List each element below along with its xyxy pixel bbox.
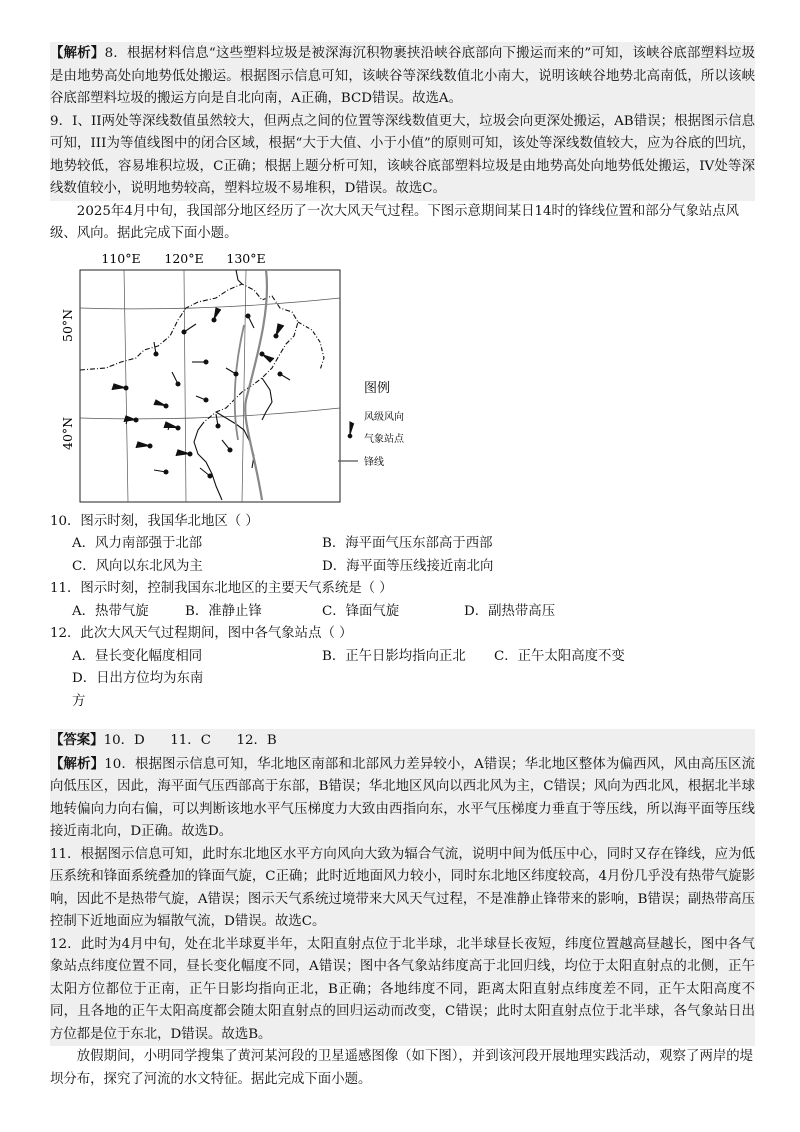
options-row [50,533,755,556]
answer-line [50,729,755,753]
analysis-q10 [50,753,755,844]
option-b: B．准静止锋 [185,603,262,619]
lon-label-110: 110°E [101,250,141,266]
question-stem: 12．此次大风天气过程期间，图中各气象站点（ ） [50,626,353,641]
legend-station-line1: 风级风向 [364,411,404,423]
lat-label-40: 40°N [60,416,75,450]
station [154,342,158,356]
option-c: C．风向以东北风为主 [72,558,203,574]
analysis-block-top [50,42,755,201]
legend-station-line2: 气象站点 [364,433,404,445]
analysis-tag: 【解析】 [50,45,105,61]
station [278,372,290,380]
option-d: D．日出方位均为东南方 [72,671,204,709]
analysis-q9: 9．I、II两处等深线数值虽然较大，但两点之间的位置等深线数值更大，垃圾会向更深处搬运，AB错误；根据图示信息可知，III为等值线图中的闭合区域，根据“大于大值、小于小值”的原则可知，该处等深线数值较大，应为谷底的凹坑，地势较低，容易堆积垃圾，C正确；根据上题分析可知，该峡谷底部塑料垃圾是由地势高处向地势低处搬运，IV处等深线数值较小，说明地势较高，塑料垃圾不易堆积，D错误。故选C。 [50,113,755,196]
option-d: D．副热带高压 [464,603,556,619]
station [222,440,232,452]
station [212,308,221,322]
answer-text: 10．D 11．C 12．B [103,733,277,748]
options-row [50,556,755,579]
options-row [50,601,755,624]
analysis-tag: 【解析】 [50,755,105,772]
station [124,416,138,424]
lon-label-120: 120°E [164,250,204,266]
option-a: A．热带气旋 [72,603,149,619]
station [196,396,208,402]
legend-front: 锋线 [364,456,384,468]
station-markers [112,308,290,478]
option-b: B．正午日影均指向正北 [322,648,466,664]
weather-map-figure [60,250,416,505]
lat-label-50: 50°N [60,308,75,342]
analysis-q12: 12．此时为4月中旬，处在北半球夏半年，太阳直射点位于北半球，北半球昼长夜短，纬度位置越高昼越长，图中各气象站点纬度位置不同，昼长变化幅度不同，A错误；图中各气象站纬度高于北回归线，均位于太阳直射点的北侧，正午太阳方位都位于正南，正午日影均指向正北，B正确；各地纬度不同，距离太阳直射点纬度差不同，正午太阳高度不同，且各地的正午太阳高度都会随太阳直射点的回归运动而改变，C错误；此时太阳直射点位于北半球，各气象站日出方位都是位于东北，D错误。故选B。 [50,936,755,1042]
option-c: C．正午太阳高度不变 [494,648,625,664]
station [216,414,220,428]
document-page [50,42,755,1091]
station [274,324,284,338]
intro-weather: 2025年4月中旬，我国部分地区经历了一次大风天气过程。下图示意期间某日14时的锋线位置和部分气象站点风级、风向。据此完成下面小题。 [50,203,740,241]
legend-title: 图例 [364,380,391,396]
analysis-q10-text: 10．根据图示信息可知，华北地区南部和北部风力差异较小，A错误；华北地区整体为偏西风，风由高压区流向低压区，因此，海平面气压西部高于东部，B错误；华北地区风向以西北风为主，C错误；风向为西北风，根据北半球地转偏向力向右偏，可以判断该地水平气压梯度力大致由西指向东，水平气压梯度力垂直于等压线，所以海平面等压线接近南北向，D正确。故选D。 [50,756,755,839]
station [172,372,180,386]
options-row [50,646,755,714]
station [164,422,180,430]
station [136,442,152,448]
question-stem: 11．图示时刻，控制我国东北地区的主要天气系统是（ ） [50,581,393,596]
answer-block [50,729,755,1046]
question-12 [50,623,755,713]
option-b: B．海平面气压东部高于西部 [322,536,493,551]
question-10 [50,511,755,579]
analysis-q8-text: 8．根据材料信息“这些塑料垃圾是被深海沉积物裹挟沿峡谷底部向下搬运而来的”可知，该峡谷底部塑料垃圾是由地势高处向地势低处搬运。根据图示信息可知，该峡谷等深线数值北小南大，说明该峡谷地势北高南低，所以该峡谷底部塑料垃圾的搬运方向是自北向南，A正确，BCD错误。故选A。 [50,46,756,106]
station [246,314,254,328]
answer-tag: 【答案】 [50,732,104,748]
weather-map [60,250,416,505]
front-line-mid [235,325,244,440]
option-c: C．锋面气旋 [322,603,400,619]
station [112,384,128,390]
legend-station-icon [348,422,354,438]
option-d: D．海平面等压线接近南北向 [322,558,494,574]
analysis-q8 [50,42,755,111]
station [154,470,168,474]
analysis-q11: 11．根据图示信息可知，此时东北地区水平方向风向大致为辐合气流，说明中间为低压中心，同时又存在锋线，应为低压系统和锋面系统叠加的锋面气旋，C正确；此时近地面风力较小，同时东北地区纬度较高，4月份几乎没有热带气旋影响，因此不是热带气旋，A错误；图示天气系统过境带来大风天气过程，不是准静止锋带来的影响，B错误；副热带高压控制下近地面应为辐散气流，D错误。故选C。 [50,846,755,929]
intro-river: 放假期间，小明同学搜集了黄河某河段的卫星遥感图像（如下图），并到该河段开展地理实践活动，观察了两岸的堤坝分布，探究了河流的水文特征。据此完成下面小题。 [50,1049,754,1087]
station [192,360,208,364]
station [260,352,274,362]
option-a: A．风力南部强于北部 [72,536,203,551]
station [176,450,192,456]
option-a: A．昼长变化幅度相同 [72,648,203,664]
station [182,324,196,334]
lon-label-130: 130°E [226,250,266,266]
question-stem: 10．图示时刻，我国华北地区（ ） [50,513,259,529]
question-11 [50,578,755,623]
station [154,400,168,408]
